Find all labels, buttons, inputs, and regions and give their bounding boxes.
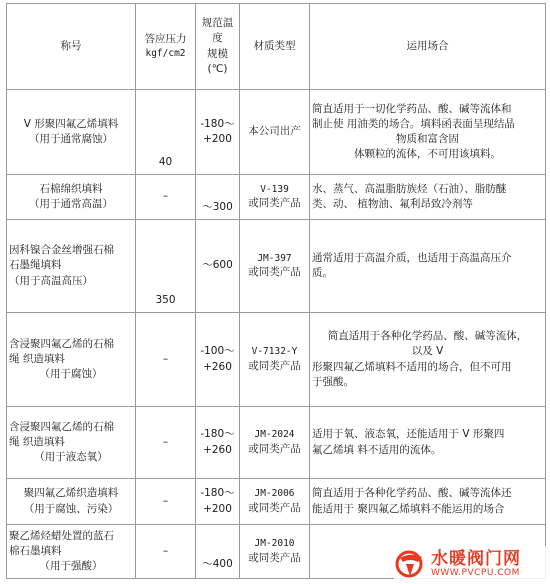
cell-temp — [196, 407, 240, 479]
cell-usage — [310, 220, 546, 313]
usage-line: 水、蒸气、高温脂肪族烃（石油）、脂肪醚 — [312, 182, 507, 195]
temp-line: -100～ — [200, 345, 235, 358]
header-name-text: 称号 — [60, 39, 82, 52]
pressure-value: – — [162, 544, 169, 557]
name-line: （用于腐蚀） — [39, 368, 103, 381]
table-row — [7, 175, 546, 220]
cell-material — [240, 525, 310, 579]
cell-material — [240, 90, 310, 175]
header-row — [7, 4, 546, 90]
usage-line: 氟乙烯填 料不适用的流体。 — [312, 443, 442, 456]
usage-line: 能适用于 聚四氟乙烯填料不能运用的场合 — [312, 502, 505, 515]
material-line: JM-397 — [257, 252, 292, 264]
usage-line: 形聚四氟乙烯填料不适用的场合，但不可用 — [312, 360, 512, 373]
usage-line: 简直适用于各种化学药品、酸、碱等流体， — [327, 330, 528, 343]
material-line: 或同类产品 — [248, 501, 301, 514]
table-row — [7, 407, 546, 479]
cell-material — [240, 313, 310, 407]
usage-line: 于强酸。 — [312, 375, 354, 388]
cell-pressure — [136, 90, 196, 175]
header-usage-text: 运用场合 — [406, 39, 449, 52]
temp-line: +200 — [203, 502, 232, 515]
cell-name — [7, 175, 136, 220]
name-line: （用于液态氧） — [34, 451, 108, 464]
temp-line: ～400 — [202, 557, 233, 570]
header-pressure-text: 答应压力 — [144, 33, 187, 45]
material-line: V-139 — [260, 183, 289, 195]
name-line: 绳 织造填料 — [9, 352, 65, 365]
usage-line: 以及 V — [411, 345, 444, 358]
cell-usage — [310, 90, 546, 175]
header-pressure — [136, 4, 196, 90]
header-material-text: 材质类型 — [253, 39, 296, 52]
name-line: （用于通常高温） — [29, 198, 113, 210]
cell-temp — [196, 313, 240, 407]
header-material — [240, 4, 310, 90]
temp-line: -180～ — [200, 428, 235, 441]
pressure-value: – — [162, 190, 169, 203]
usage-line: 简直适用于各种化学药品、酸、碱等流体还 — [312, 487, 512, 500]
usage-line: 适用于氧、液态氧，还能适用于 V 形聚四 — [312, 428, 505, 441]
header-temp-unit: (℃) — [207, 62, 228, 75]
cell-temp — [196, 479, 240, 525]
pressure-value: 40 — [158, 155, 173, 168]
usage-line: 体颗粒的流体，不可用该填料。 — [354, 148, 501, 161]
usage-line: 质。 — [312, 267, 333, 279]
pressure-value: – — [162, 435, 169, 448]
watermark-url: WWW.PVCPU.COM — [431, 567, 520, 578]
name-line: 聚乙烯烃蜡处置的蓝石 — [9, 529, 114, 542]
cell-usage — [310, 479, 546, 525]
usage-line: 物质和富含固 — [396, 133, 459, 145]
cell-name — [7, 90, 136, 175]
cell-material — [240, 175, 310, 220]
cell-name — [7, 220, 136, 313]
name-line: 含浸聚四氟乙烯的石棉 — [9, 337, 114, 350]
pressure-value: – — [162, 352, 169, 365]
name-line: V 形聚四氟乙烯填料 — [23, 117, 119, 130]
name-line: 石墨绳填料 — [9, 259, 62, 272]
cell-material — [240, 407, 310, 479]
temp-line: -180～ — [200, 487, 235, 500]
cell-usage — [310, 175, 546, 220]
usage-line: 简直适用于一切化学药品、酸、碱等流体和 — [312, 102, 512, 115]
header-temp — [196, 4, 240, 90]
header-temp-text: 规范温度 — [201, 17, 234, 45]
usage-line: 制止使 用油类的场合。填料函表面呈现结晶 — [312, 117, 515, 130]
cell-temp — [196, 220, 240, 313]
material-line: JM-2024 — [254, 429, 295, 440]
valve-logo-icon — [394, 548, 428, 580]
material-line: 本公司出产 — [248, 125, 301, 138]
temp-line: ～300 — [202, 200, 233, 213]
material-line: JM-2006 — [254, 488, 295, 499]
cell-temp — [196, 175, 240, 220]
table-row — [7, 220, 546, 313]
name-line: 含浸聚四氟乙烯的石棉 — [9, 420, 114, 433]
pressure-value: – — [162, 494, 169, 507]
temp-line: +260 — [203, 443, 232, 456]
name-line: 棉石墨填料 — [9, 544, 62, 557]
temp-line: +200 — [203, 133, 232, 145]
material-line: V-7132-Y — [251, 346, 298, 357]
pressure-value: 350 — [155, 293, 176, 306]
cell-name — [7, 525, 136, 579]
watermark-title: 水暖阀门网 — [431, 548, 521, 569]
cell-pressure — [136, 479, 196, 525]
cell-temp — [196, 90, 240, 175]
cell-usage — [310, 407, 546, 479]
cell-pressure — [136, 407, 196, 479]
material-line: 或同类产品 — [248, 197, 301, 210]
cell-material — [240, 220, 310, 313]
name-line: （用于腐蚀、污染） — [23, 502, 119, 515]
cell-pressure — [136, 525, 196, 579]
temp-line: ～600 — [202, 259, 233, 272]
material-line: 或同类产品 — [248, 442, 301, 455]
material-line: 或同类产品 — [248, 551, 301, 564]
cell-temp — [196, 525, 240, 579]
table-row — [7, 479, 546, 525]
name-line: 聚四氟乙烯织造填料 — [23, 487, 119, 500]
cell-name — [7, 407, 136, 479]
material-line: JM-2010 — [254, 538, 295, 549]
header-temp-range: 规模 — [207, 47, 228, 60]
header-pressure-unit: kgf/cm2 — [145, 48, 186, 60]
cell-material — [240, 479, 310, 525]
header-name — [7, 4, 136, 90]
table-row — [7, 313, 546, 407]
name-line: 石棉绵织填料 — [39, 182, 103, 195]
cell-pressure — [136, 220, 196, 313]
header-usage — [310, 4, 546, 90]
name-line: （用于强酸） — [39, 560, 103, 573]
cell-name — [7, 479, 136, 525]
name-line: 绳 织造填料 — [9, 435, 65, 448]
table-row — [7, 90, 546, 175]
usage-line: 类、动、 植物油、氟利昂致冷剂等 — [312, 198, 473, 210]
cell-pressure — [136, 175, 196, 220]
cell-pressure — [136, 313, 196, 407]
site-watermark — [394, 546, 546, 582]
material-line: 或同类产品 — [248, 266, 301, 279]
name-line: 因科镍合金丝增强石棉 — [9, 244, 114, 257]
material-line: 或同类产品 — [248, 359, 301, 372]
name-line: （用于高温高压） — [9, 274, 93, 287]
usage-line: 通常适用于高温介质，也适用于高温高压介 — [312, 251, 512, 264]
specification-table — [6, 3, 546, 579]
cell-usage — [310, 313, 546, 407]
name-line: （用于通常腐蚀） — [29, 133, 113, 145]
temp-line: -180～ — [200, 117, 235, 130]
cell-name — [7, 313, 136, 407]
temp-line: +260 — [203, 360, 232, 373]
